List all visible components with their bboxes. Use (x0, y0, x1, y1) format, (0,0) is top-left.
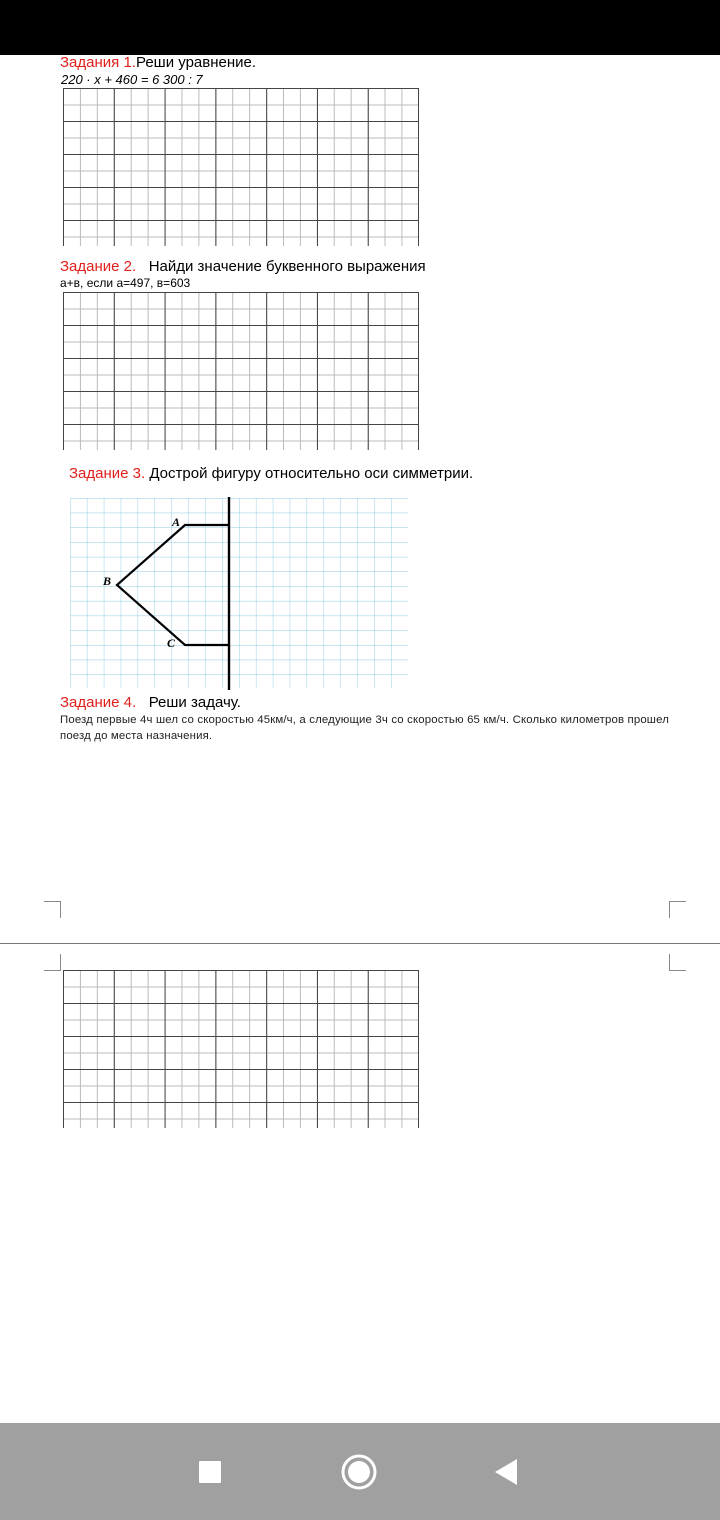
task4-problem: Поезд первые 4ч шел со скоростью 45км/ч, а следующие 3ч со скоростью 65 км/ч. Сколько километров прошел поезд до места назначения. (60, 714, 669, 742)
point-b-label: B (103, 574, 112, 588)
symmetry-figure (66, 494, 412, 690)
page-corner-marker (44, 954, 61, 971)
task1-heading (60, 55, 256, 70)
answer-grid-3[interactable] (63, 970, 419, 1128)
answer-grid-2[interactable] (63, 292, 419, 450)
point-a-label: A (172, 515, 181, 529)
home-icon (340, 1453, 378, 1491)
task3-heading (69, 466, 473, 481)
task4-title: Реши задачу. (148, 694, 241, 711)
recent-apps-icon (198, 1460, 222, 1484)
task4-label: Задание 4. (60, 694, 137, 711)
home-button[interactable] (337, 1450, 381, 1494)
page-corner-marker (669, 954, 686, 971)
navigation-bar (0, 1423, 720, 1520)
page-corner-marker (669, 901, 686, 918)
task1-equation: 220 · x + 460 = 6 300 : 7 (61, 72, 203, 87)
page-separator (0, 943, 720, 944)
back-button[interactable] (484, 1450, 528, 1494)
page-corner-marker (44, 901, 61, 918)
recent-apps-button[interactable] (188, 1450, 232, 1494)
task1-title: Реши уравнение. (135, 54, 257, 71)
answer-grid-1[interactable] (63, 88, 419, 246)
task2-title: Найди значение буквенного выражения (148, 258, 426, 275)
task2-label: Задание 2. (60, 258, 137, 275)
point-c-label: C (167, 636, 176, 650)
task3-title: Дострой фигуру относительно оси симметрии. (149, 465, 474, 482)
task4-heading (60, 695, 241, 710)
task1-label: Задания 1. (60, 54, 136, 71)
back-icon (493, 1458, 519, 1486)
status-bar (0, 0, 720, 55)
task2-expression: а+в, если а=497, в=603 (60, 276, 191, 290)
symmetry-grid (70, 498, 408, 688)
task3-label: Задание 3. (69, 465, 146, 482)
task2-heading (60, 259, 426, 274)
